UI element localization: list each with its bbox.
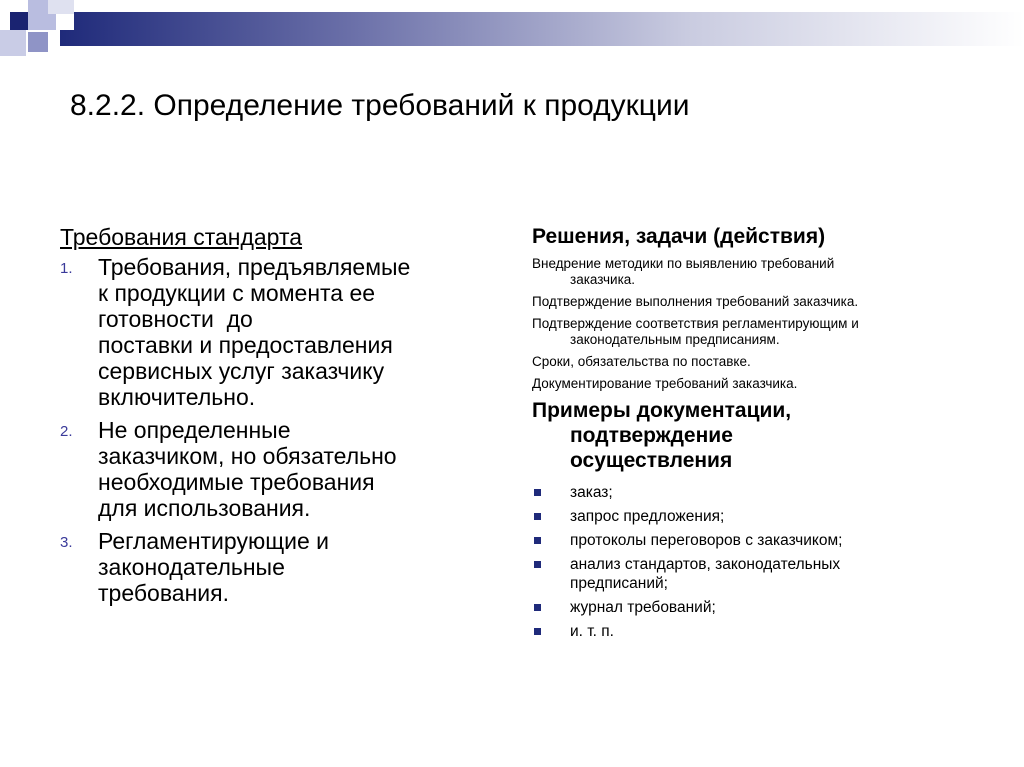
action-line: Документирование требований заказчика.	[532, 376, 798, 391]
example-line: протоколы переговоров с заказчиком;	[570, 532, 843, 549]
header-decor-square	[58, 14, 74, 30]
example-line: заказ;	[570, 484, 613, 501]
list-item	[532, 622, 972, 641]
list-item	[532, 555, 972, 593]
slide-title: 8.2.2. Определение требований к продукции	[70, 89, 690, 122]
standard-requirements-column	[60, 222, 500, 613]
item-line: Не определенные	[98, 417, 291, 443]
action-line: законодательным предписаниям.	[570, 332, 780, 347]
square-bullet-icon	[534, 537, 541, 544]
action-line: Подтверждение выполнения требований заказчика.	[532, 294, 859, 309]
examples-heading-line: подтверждение	[570, 424, 733, 447]
item-line: поставки и предоставления	[98, 332, 393, 358]
item-text	[98, 528, 500, 606]
list-item	[60, 417, 500, 521]
header-decor-square	[48, 0, 74, 14]
item-line: включительно.	[98, 384, 256, 410]
example-line: анализ стандартов, законодательных	[570, 556, 841, 573]
item-line: для использования.	[98, 495, 311, 521]
header-decor-square	[28, 32, 48, 52]
example-line: предписаний;	[570, 575, 668, 592]
action-item	[532, 354, 972, 370]
item-line: Регламентирующие и	[98, 528, 329, 554]
examples-heading-line: Примеры документации,	[532, 399, 792, 422]
item-text	[98, 254, 500, 410]
action-line: Сроки, обязательства по поставке.	[532, 354, 751, 369]
item-number: 3.	[60, 534, 73, 551]
standard-requirements-heading: Требования стандарта	[60, 224, 303, 250]
example-line: запрос предложения;	[570, 508, 725, 525]
list-item	[532, 507, 972, 526]
action-line: Подтверждение соответствия регламентирующим и	[532, 316, 859, 331]
square-bullet-icon	[534, 513, 541, 520]
list-item	[532, 531, 972, 550]
example-line: журнал требований;	[570, 599, 716, 616]
action-line: заказчика.	[570, 272, 636, 287]
item-line: требования.	[98, 580, 229, 606]
item-line: законодательные	[98, 554, 285, 580]
square-bullet-icon	[534, 628, 541, 635]
action-item	[532, 256, 972, 288]
item-line: необходимые требования	[98, 469, 375, 495]
header-gradient-bar	[60, 12, 1024, 46]
item-line: готовности до	[98, 306, 253, 332]
example-line: и. т. п.	[570, 623, 614, 640]
square-bullet-icon	[534, 604, 541, 611]
item-line: Требования, предъявляемые	[98, 254, 411, 280]
action-item	[532, 316, 972, 348]
list-item	[60, 254, 500, 410]
action-line: Внедрение методики по выявлению требований	[532, 256, 835, 271]
header-decor-square	[0, 30, 26, 56]
square-bullet-icon	[534, 489, 541, 496]
action-item	[532, 376, 972, 392]
solutions-heading: Решения, задачи (действия)	[532, 225, 826, 248]
list-item	[532, 598, 972, 617]
examples-list	[532, 483, 972, 641]
standard-requirements-list	[60, 254, 500, 606]
item-number: 2.	[60, 423, 73, 440]
item-line: заказчиком, но обязательно	[98, 443, 397, 469]
action-item	[532, 294, 972, 310]
item-line: сервисных услуг заказчику	[98, 358, 385, 384]
solutions-column	[532, 222, 972, 646]
item-line: к продукции с момента ее	[98, 280, 376, 306]
item-text	[98, 417, 500, 521]
item-number: 1.	[60, 260, 73, 277]
square-bullet-icon	[534, 561, 541, 568]
list-item	[532, 483, 972, 502]
header-decor-square	[10, 12, 28, 30]
examples-heading-line: осуществления	[570, 449, 733, 472]
examples-heading	[532, 398, 972, 473]
list-item	[60, 528, 500, 606]
